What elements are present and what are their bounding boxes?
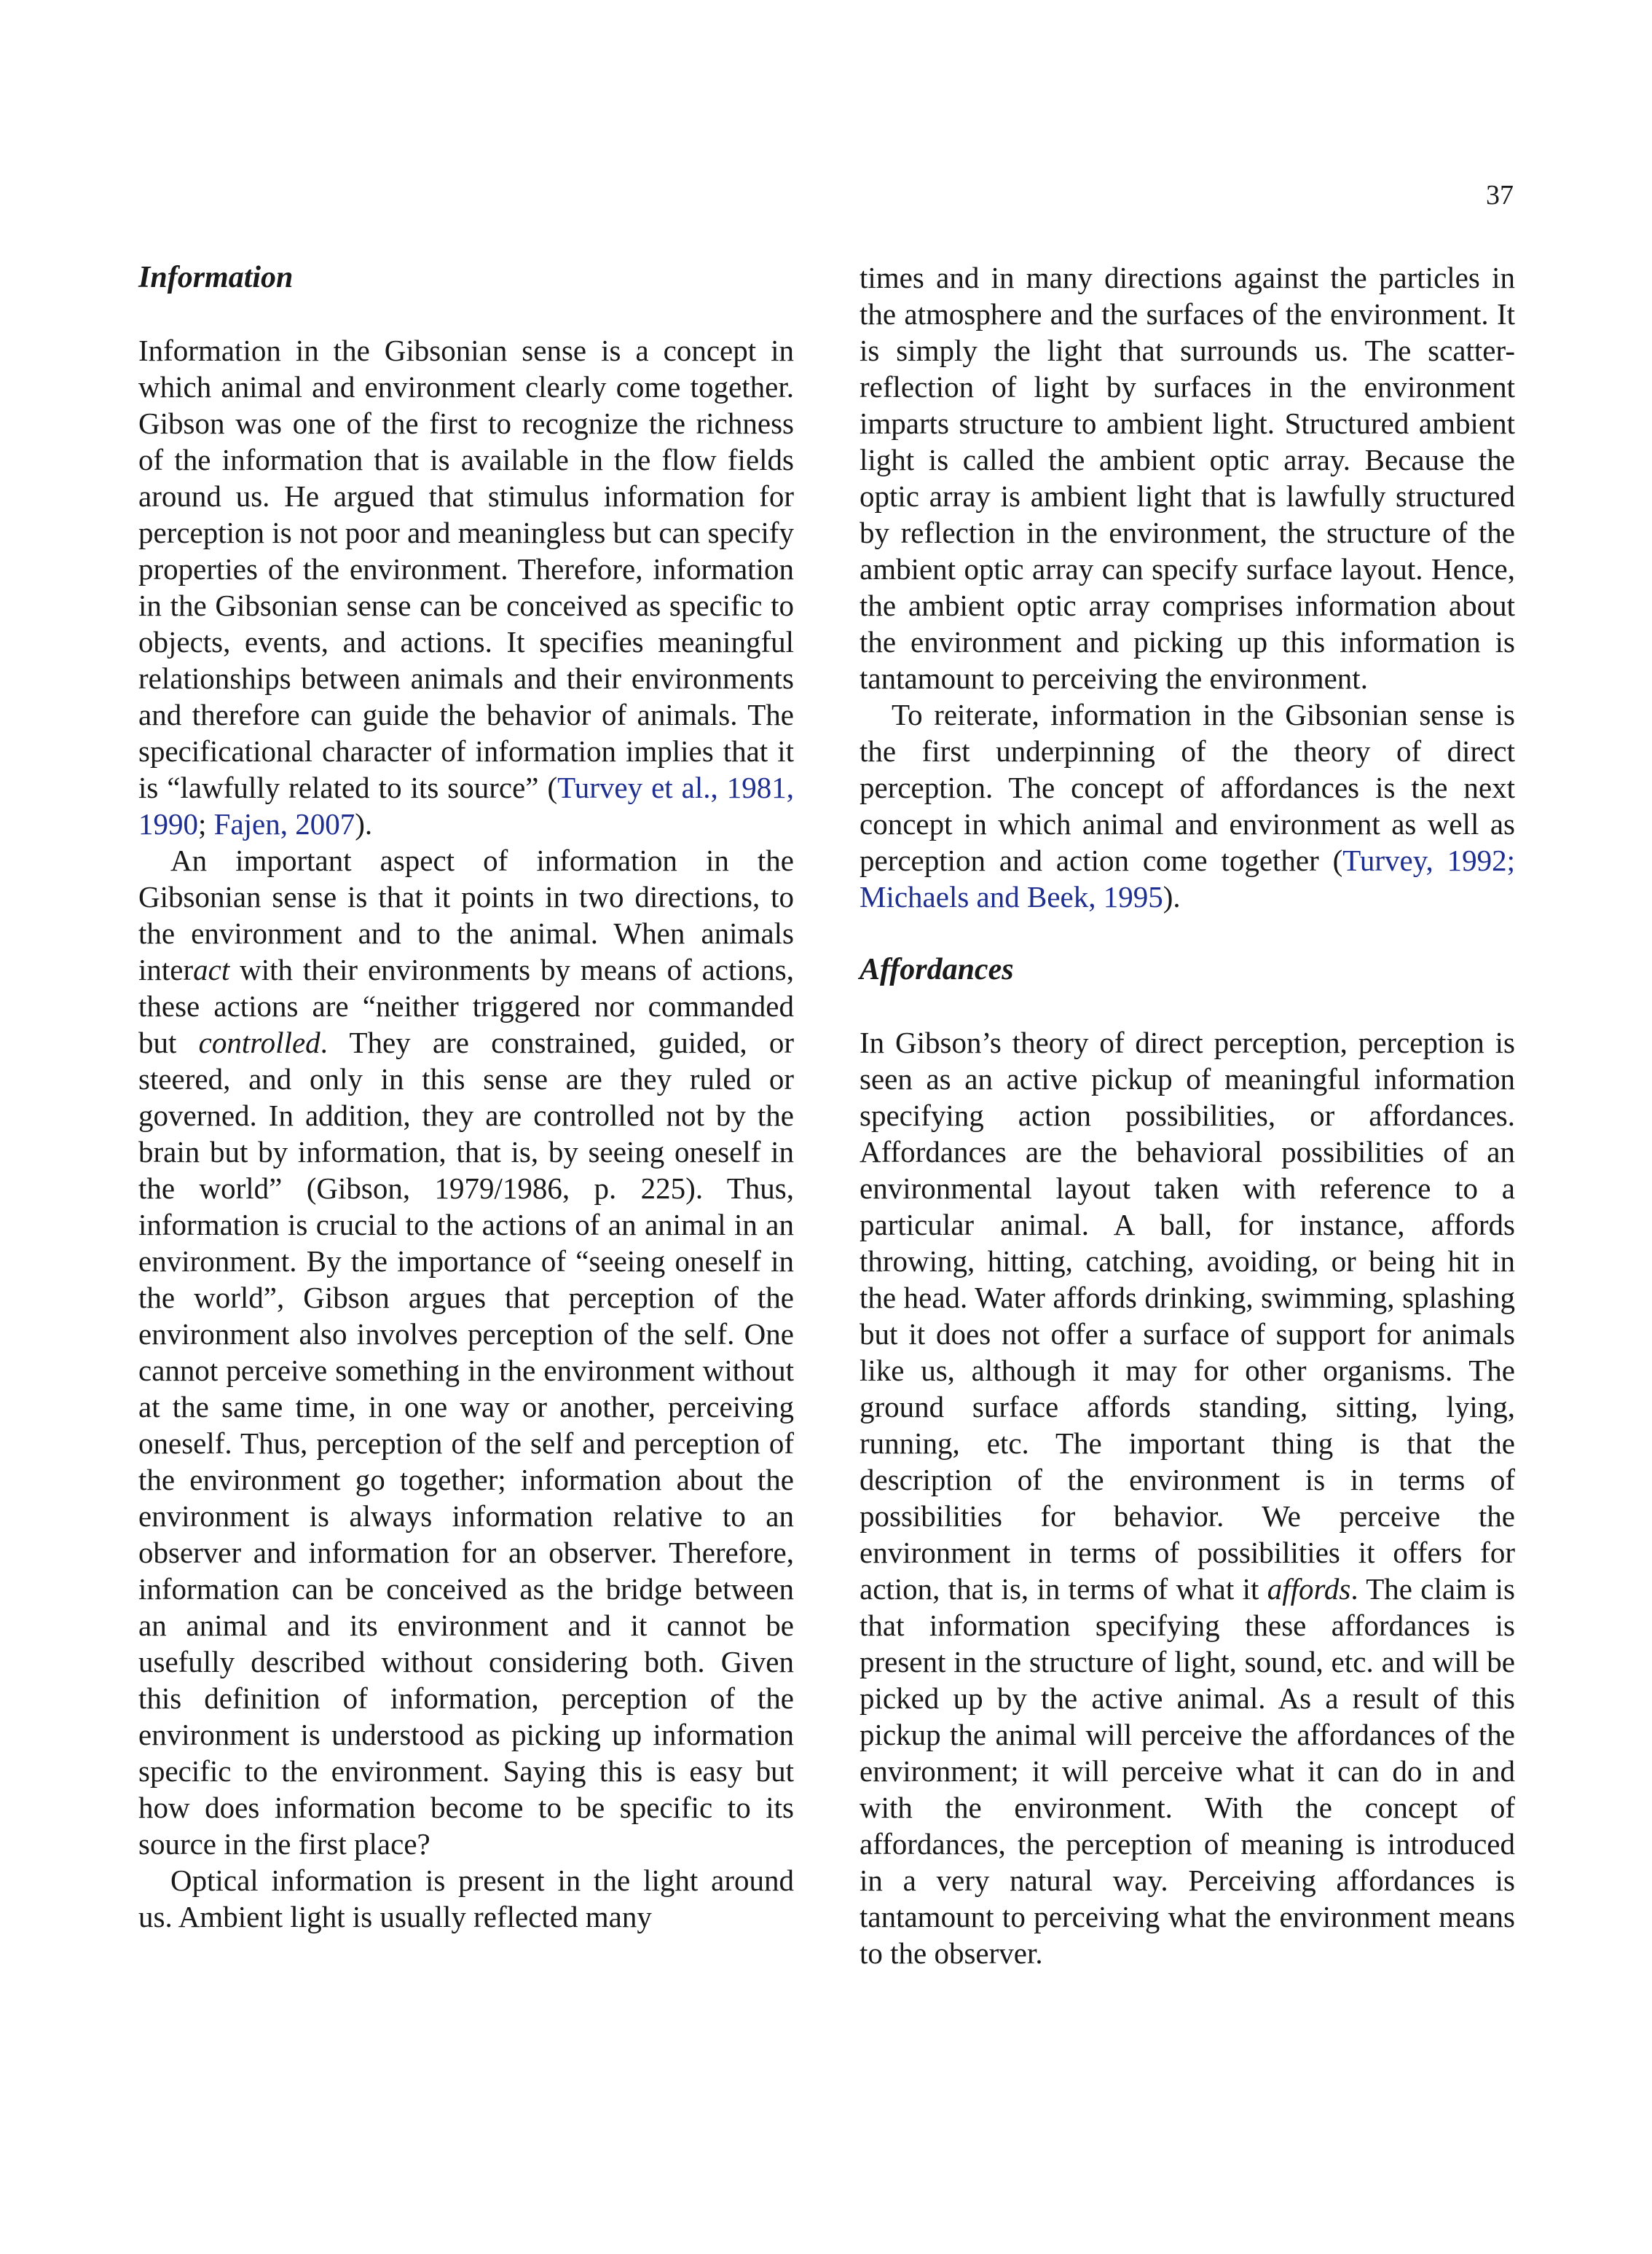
section-heading-information: Information xyxy=(138,261,294,294)
paragraph-text: . The claim is that information specifying these affordances is present in the structure of light, sound, etc. and will be picked up by the active animal. As a result of this pickup the animal will perceive the affordances of the environment; it will perceive what it can do in and with the environment. With the concept of affordances, the perception of meaning is introduced in a very natural way. Perceiving affordances is tantamount to perceiving what the environment means to the observer. xyxy=(860,1572,1515,1970)
page-number: 37 xyxy=(1486,180,1514,211)
paragraph-information-3: Optical information is present in the light around us. Ambient light is usually reflected many xyxy=(138,1864,794,1933)
section-heading-affordances: Affordances xyxy=(860,953,1014,986)
paragraph-affordances xyxy=(860,1024,1515,1971)
citation-link-fajen[interactable]: Fajen, 2007 xyxy=(213,807,355,841)
emphasis-controlled: controlled xyxy=(198,1026,320,1059)
paragraph-information-2 xyxy=(138,842,794,1862)
citation-link-turvey-michaels[interactable]: Turvey, 1992; Michaels and Beek, 1995 xyxy=(860,844,1515,914)
citation-separator: ; xyxy=(198,807,214,841)
paragraph-text: In Gibson’s theory of direct perception, perception is seen as an active pickup of meaningful information specifying action possibilities, or affordances. Affordances are the behavioral possibilities of an environmental layout taken with reference to a particular animal. A ball, for instance, affords throwing, hitting, catching, avoiding, or being hit in the head. Water affords drinking, swimming, splashing but it does not offer a surface of support for animals like us, although it may for other organisms. The ground surface affords standing, sitting, lying, running, etc. The important thing is that the description of the environment is in terms of possibilities for behavior. We perceive the environment in terms of possibilities it offers for action, that is, in terms of what it xyxy=(860,1026,1515,1606)
citation-link-turvey[interactable]: Turvey et al., 1981, 1990 xyxy=(138,771,794,841)
paragraph-text: . They are constrained, guided, or steered, and only in this sense are they ruled or governed. In addition, they are controlled not by the brain but by information, that is, by seeing oneself in the world” (Gibson, 1979/1986, p. 225). Thus, information is crucial to the actions of an animal in an environment. By the importance of “seeing oneself in the world”, Gibson argues that perception of the environment also involves perception of the self. One cannot perceive something in the environment without at the same time, in one way or another, perceiving oneself. Thus, perception of the self and perception of the environment go together; information about the environment is always information relative to an observer and information for an observer. Therefore, information can be conceived as the bridge between an animal and its environment and it cannot be usefully described without considering both. Given this definition of information, perception of the environment is understood as picking up information specific to the environment. Saying this is easy but how does information become to be specific to its source in the first place? xyxy=(138,1026,794,1861)
paragraph-text: To reiterate, information in the Gibsonian sense is the first underpinning of the theory of direct perception. The concept of affordances is the next concept in which animal and environment as well as perception and action come together ( xyxy=(860,698,1515,877)
paragraph-text: with their environments by means of actions, these actions are “neither triggered nor commanded but xyxy=(138,953,794,1059)
paragraph-text: An important aspect of information in the Gibsonian sense is that it points in two directions, to the environment and to the animal. When animals inter xyxy=(138,844,794,986)
paragraph-end: ). xyxy=(355,807,373,841)
paragraph-information-1 xyxy=(138,332,794,842)
paragraph-end: ). xyxy=(1163,880,1181,914)
emphasis-act: act xyxy=(193,953,230,986)
right-column xyxy=(860,259,1515,1971)
paragraph-reiterate xyxy=(860,696,1515,915)
emphasis-affords: affords xyxy=(1267,1572,1351,1606)
left-column xyxy=(138,259,794,1935)
paragraph-text: Information in the Gibsonian sense is a concept in which animal and environment clearly come together. Gibson was one of the first to recognize the richness of the information that is available in the flow fields around us. He argued that stimulus information for perception is not poor and meaningless but can specify properties of the environment. Therefore, information in the Gibsonian sense can be conceived as specific to objects, events, and actions. It specifies meaningful relationships between animals and their environments and therefore can guide the behavior of animals. The specificational character of information implies that it is “lawfully related to its source” ( xyxy=(138,334,794,804)
paragraph-continued: times and in many directions against the particles in the atmosphere and the surfaces of the environment. It is simply the light that surrounds us. The scatter-reflection of light by surfaces in the environment imparts structure to ambient light. Structured ambient light is called the ambient optic array. Because the optic array is ambient light that is lawfully structured by reflection in the environment, the structure of the ambient optic array can specify surface layout. Hence, the ambient optic array comprises information about the environment and picking up this information is tantamount to perceiving the environment. xyxy=(860,261,1515,695)
